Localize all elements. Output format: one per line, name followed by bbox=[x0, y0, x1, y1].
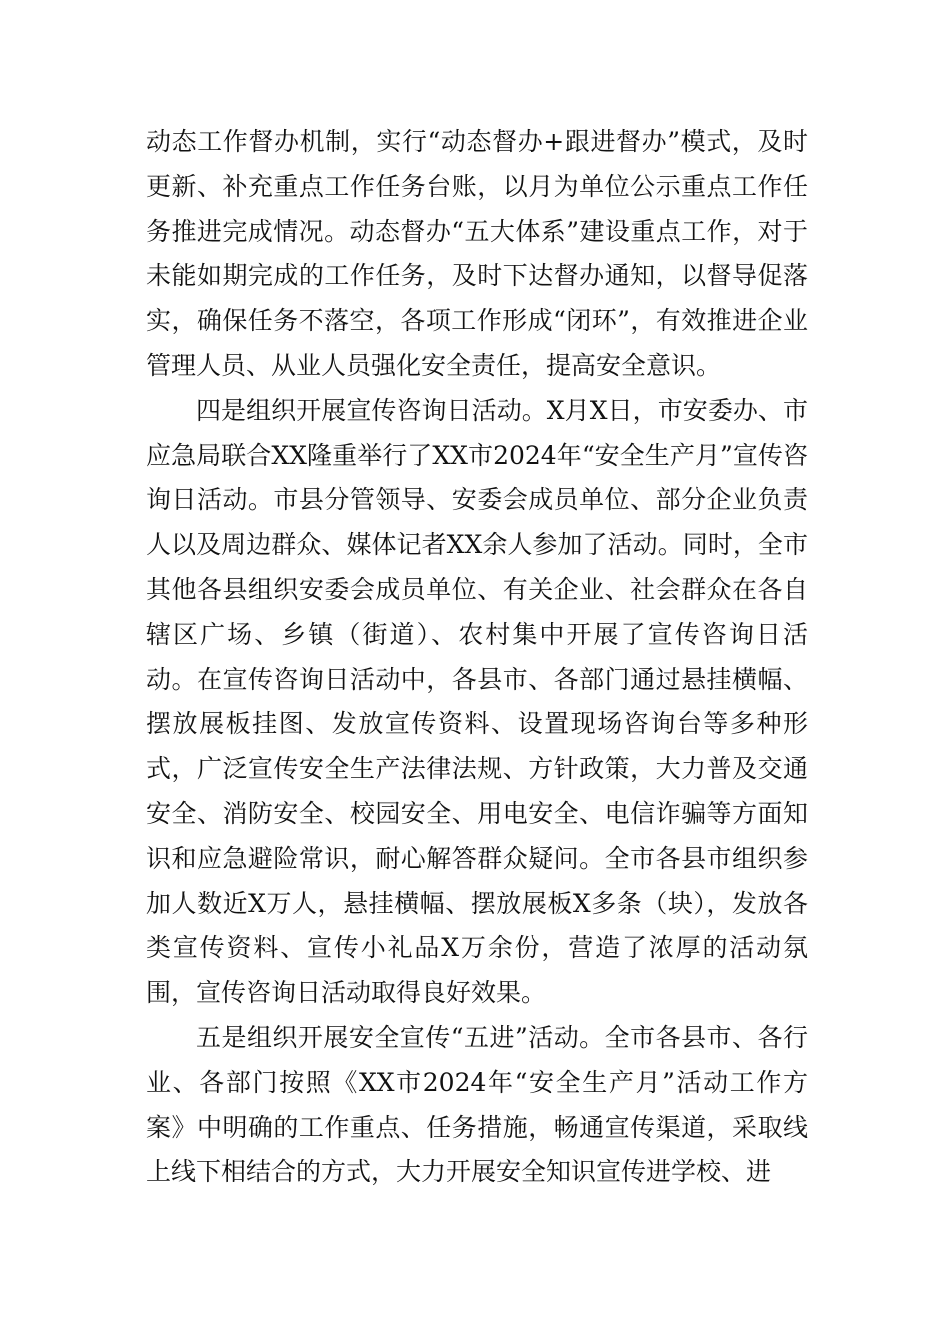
paragraph-five-entries: 五是组织开展安全宣传“五进”活动。全市各县市、各行业、各部门按照《XX市2024年“安全生产月”活动工作方案》中明确的工作重点、任务措施，畅通宣传渠道，采取线上线下相结合的方式，大力开展安全知识宣传进学校、进 bbox=[146, 1022, 808, 1187]
document-body bbox=[146, 120, 808, 1195]
paragraph-continuation: 动态工作督办机制，实行“动态督办+跟进督办”模式，及时更新、补充重点工作任务台账，以月为单位公示重点工作任务推进完成情况。动态督办“五大体系”建设重点工作，对于未能如期完成的工作任务，及时下达督办通知，以督导促落实，确保任务不落空，各项工作形成“闭环”，有效推进企业管理人员、从业人员强化安全责任，提高安全意识。 bbox=[146, 127, 808, 380]
paragraph-publicity-day: 四是组织开展宣传咨询日活动。X月X日，市安委办、市应急局联合XX隆重举行了XX市2024年“安全生产月”宣传咨询日活动。市县分管领导、安委会成员单位、部分企业负责人以及周边群众、媒体记者XX余人参加了活动。同时，全市其他各县组织安委会成员单位、有关企业、社会群众在各自辖区广场、乡镇（街道）、农村集中开展了宣传咨询日活动。在宣传咨询日活动中，各县市、各部门通过悬挂横幅、摆放展板挂图、发放宣传资料、设置现场咨询台等多种形式，广泛宣传安全生产法律法规、方针政策，大力普及交通安全、消防安全、校园安全、用电安全、电信诈骗等方面知识和应急避险常识，耐心解答群众疑问。全市各县市组织参加人数近X万人，悬挂横幅、摆放展板X多条（块），发放各类宣传资料、宣传小礼品X万余份，营造了浓厚的活动氛围，宣传咨询日活动取得良好效果。 bbox=[146, 395, 808, 1008]
